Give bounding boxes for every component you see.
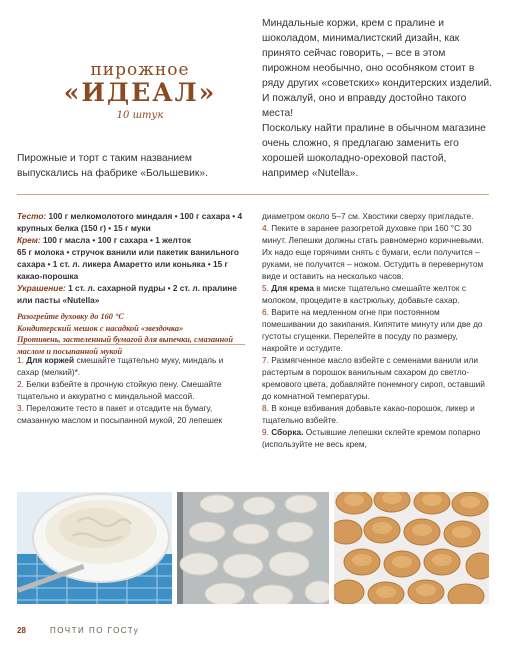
intro-left: Пирожные и торт с таким названием выпускались на фабрике «Большевик».	[17, 153, 208, 179]
step-7	[262, 354, 494, 402]
running-title: ПОЧТИ ПО ГОСТу	[50, 626, 140, 635]
cream-text-2: 65 г молока • стручок ванили или пакетик ванильного сахара • 1 ст. л. ликера Амаретто или коньяка • 15 г какао-порошка	[17, 247, 239, 281]
step-2-num: 2.	[17, 379, 24, 389]
step-1-text: смешайте тщательно муку, миндаль и сахар (мелкий)*.	[17, 355, 224, 377]
step-5-text: в миске тщательно смешайте желток с молоком, процедите в кастрюльку, добавьте сахар.	[262, 283, 466, 305]
oven-temp: Разогрейте духовку до 160 °С	[17, 312, 124, 321]
step-6-num: 6.	[262, 307, 269, 317]
baking-sheet: Противень, застеленный бумагой для выпечки, смазанной маслом и посыпанной мукой	[17, 335, 233, 356]
step-9-num: 9.	[262, 427, 269, 437]
step-2	[17, 378, 245, 402]
ingredients	[17, 210, 245, 306]
step-2-text: Белки взбейте в прочную стойкую пену. Смешайте тщательно и аккуратно с миндальной массой.	[17, 379, 222, 401]
step-3-num: 3.	[17, 403, 24, 413]
dough-text: 100 г мелкомолотого миндаля • 100 г сахара • 4 крупных белка (150 г) • 15 г муки	[17, 211, 243, 233]
step-8-text: В конце взбивания добавьте какао-порошок, ликер и тщательно взбейте.	[262, 403, 475, 425]
step-9-bold: Сборка.	[271, 427, 304, 437]
photo-baking-tray-art	[177, 492, 329, 604]
step-5-num: 5.	[262, 283, 269, 293]
intro-right	[262, 16, 494, 181]
title-small: пирожное	[90, 60, 190, 80]
page-number: 28	[17, 626, 26, 635]
title-sub: 10 штук	[116, 110, 164, 121]
step-6-text: Варите на медленном огне при постоянном помешивании до закипания. Кипятите минуту или две до густоты сгущенки. Перелейте в посуду по размеру, накройте и остудите.	[262, 307, 483, 353]
divider-left	[17, 344, 245, 345]
piping-bag: Кондитерский мешок с насадкой «звездочка»	[17, 323, 184, 333]
step-8	[262, 402, 494, 426]
step-3	[17, 402, 245, 426]
photo-cream-bowl-art	[17, 492, 172, 604]
title-big: «ИДЕАЛ»	[63, 78, 217, 107]
cream-label: Крем:	[17, 235, 41, 245]
ingredients-cream-2	[17, 246, 245, 282]
photo-baked-cakes	[334, 492, 489, 604]
photo-baked-cakes-art	[334, 492, 489, 604]
steps-right	[262, 210, 494, 450]
step-5-bold: Для крема	[271, 283, 314, 293]
step-1-bold: Для коржей	[26, 355, 75, 365]
intro-right-p2: Поскольку найти пралине в обычном магазине очень сложно, я предлагаю заменить его хорошей шоколадно-ореховой пастой, например «Nutella».	[262, 123, 486, 179]
step-4-text: Пеките в заранее разогретой духовке при 160 °С 30 минут. Лепешки должны стать равномерно коричневыми. Их надо еще горячими снять с бумаги, если получится – руками, не получится – ножом. Остудить в перевернутом виде и оставить на несколько часов.	[262, 223, 484, 281]
step-3-text: Переложите тесто в пакет и отсадите на бумагу, смазанную маслом и посыпанной мукой, 20 лепешек	[17, 403, 223, 425]
steps-left	[17, 354, 245, 426]
cream-text: 100 г масла • 100 г сахара • 1 желток	[43, 235, 191, 245]
ingredients-decor	[17, 282, 245, 306]
step-1-num: 1.	[17, 355, 24, 365]
step-4	[262, 222, 494, 282]
photo-cream-bowl	[17, 492, 172, 604]
step-7-text: Размягченное масло взбейте с семенами ванили или растертым в порошок ванильным сахаром до светло-кремового цвета, добавляйте понемногу сироп, оставший до комнатной температуры.	[262, 355, 485, 401]
intro-right-p1: Миндальные коржи, крем с пралине и шоколадом, минималистский дизайн, как принято сейчас говорить, – все в этом пирожном необычно, оно особняком стоит в ряду других «советских» кондитерских изделий. И пожалуй, оно и вправду достойно такого места!	[262, 18, 492, 119]
step-9-text: Остывшие лепешки склейте кремом попарно (используйте не весь крем,	[262, 427, 481, 449]
divider-top	[17, 194, 489, 195]
step-4-num: 4.	[262, 223, 269, 233]
dough-label: Тесто:	[17, 211, 47, 221]
ingredients-dough	[17, 210, 245, 234]
photo-baking-tray	[177, 492, 329, 604]
step-9	[262, 426, 494, 450]
step-8-num: 8.	[262, 403, 269, 413]
step-3-continued: диаметром около 5–7 см. Хвостики сверху пригладьте.	[262, 211, 474, 221]
step-5	[262, 282, 494, 306]
step-6	[262, 306, 494, 354]
preparation-notes	[17, 311, 245, 357]
ingredients-cream	[17, 234, 245, 246]
step-7-num: 7.	[262, 355, 269, 365]
step-1	[17, 354, 245, 378]
decor-text: 1 ст. л. сахарной пудры • 2 ст. л. пралине или пасты «Nutella»	[17, 283, 237, 305]
decor-label: Украшение:	[17, 283, 66, 293]
